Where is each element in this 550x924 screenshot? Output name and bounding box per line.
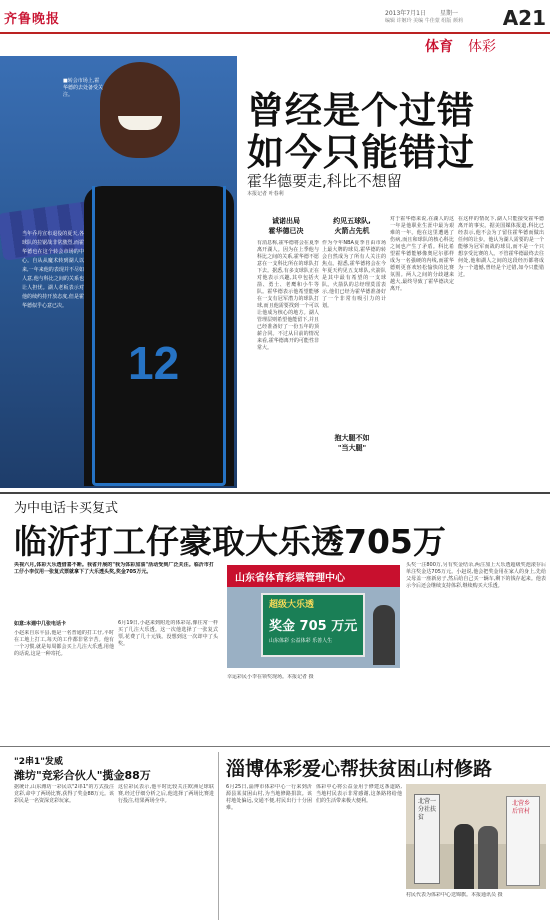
zibo-photo-caption: 村民代表为体彩中心送锦旗。本报通讯员 摄: [406, 892, 503, 898]
weifang-kicker: "2串1"发威: [14, 757, 63, 767]
section-heading: 抱大腿不如: [334, 434, 370, 442]
feature-intro: 当年乔丹宣布退役的夏天,各球队的拉锯战非常激烈,而霍华德也在这个转会市场的中心。自从从魔术转到湖人以来,一年来他的表现并不尽如人意,他与科比之间的关系也让人担忧。湖人老板表示对他的续约持开放态度,但是霍华德似乎心意已决。: [22, 231, 84, 309]
zibo-headline: 淄博体彩爱心帮扶贫困山村修路: [226, 758, 493, 780]
section-heading: 诚诺出局: [272, 217, 300, 225]
column-divider: [218, 752, 219, 920]
section-heading: 霍华德已决: [268, 227, 304, 235]
lottery-lead: 央视六月,体彩大乐透借喜不断。我省开展的"我为体彩加油"活动受到广泛关注。临沂市打工仔小李仅用一张复式票就拿下了大乐透头奖,奖金705万元。: [14, 562, 214, 575]
village-sign-text: 北营乡后官村: [512, 800, 531, 815]
weifang-headline: 潍坊"竞彩合伙人"揽金88万: [14, 769, 151, 782]
section-label: 体育: [425, 39, 453, 55]
person-figure: [478, 826, 498, 889]
article-column: 作为今年NBA夏季自由市场上最大牌的球员,霍华德的转会自然成为了所有人关注的焦点。据悉,霍华德将会在今年夏天约见五支球队,火箭队是其中最有希望的一支球队。火箭队的总经理莫雷表示,他们已经为霍华德准备好了一个非常有吸引力的计划。: [322, 240, 386, 309]
article-column: 对于霍华德来说,在湖人的这一年是他职业生涯中最为艰难的一年。他在这里遭遇了伤病,而且和球队的核心科比之间也产生了矛盾。科比希望霍华德能够像奥尼尔那样成为一名强硬的内线,而霍华德则更喜欢轻松愉快的比赛氛围。两人之间的分歧越来越大,最终导致了霍华德决定离开。: [390, 216, 454, 292]
person-figure: [454, 824, 474, 889]
lottery-subheading: 如意:本週中几张电话卡: [14, 621, 67, 627]
lottery-kicker: 为中电话卡买复式: [14, 501, 119, 516]
feature-headline-line1: 曾经是个过错: [247, 89, 475, 132]
article-column: 体彩中心将公益金用于修建这条道路,当地村民表示非常感谢,这条路将给他们的生活带来极大便利。: [316, 784, 402, 804]
article-column: 6月25日,淄博市体彩中心一行来到沂源县某贫困山村,为当地修路捐款。该村地处偏远,交通不便,村民出行十分困难。: [226, 784, 312, 811]
section-heading: 火箭占先机: [334, 227, 370, 235]
newspaper-logo: 齐鲁晚报: [4, 12, 61, 27]
feature-headline-line2: 如今只能错过: [247, 131, 475, 174]
photo-banner-text: 山东省体育彩票管理中心: [235, 573, 345, 584]
zibo-photo: [406, 784, 546, 889]
jersey-number: 12: [128, 337, 180, 389]
prize-board-amount: 奖金 705 万元: [269, 619, 358, 634]
article-column: 在这样的情况下,湖人只能接受霍华德离开的事实。据美国媒体报道,科比已经表示,他不会为了留住霍华德而做出任何的让步。他认为湖人需要的是一个能够为冠军而战的球员,而不是一个只想享受比赛的人。不管霍华德最终去往何处,他和湖人之间的这段经历都将成为一个遗憾,曾经是个过错,如今只能错过。: [458, 216, 544, 278]
person-figure: [373, 605, 395, 665]
lottery-photo: [227, 565, 400, 668]
subsection-label: 体彩: [468, 39, 496, 55]
section-divider: [0, 492, 550, 494]
article-column: 据统计,山东潍坊一彩民以"2串1"的方式投注竞彩,命中了两场比赛,获得了奖金88万元。该彩民是一名资深竞彩玩家。: [14, 784, 114, 804]
feature-subheadline: 霍华德要走,科比不想留: [247, 172, 402, 190]
issue-weekday: 星期一: [440, 10, 459, 17]
prize-board-footer: 山东体彩 公益体彩 乐善人生: [269, 638, 333, 644]
section-heading: "当大腿": [337, 444, 367, 452]
prize-board-title: 超级大乐透: [269, 600, 315, 610]
player-head: [100, 62, 180, 158]
editor-credits: 编辑 许姬玲 美编 牛佳蒙 组版 颜莉: [385, 18, 463, 24]
article-column: 这位彩民表示,他平时比较关注欧洲足球联赛,经过仔细分析之后,他选择了两场比赛进行投注,结果两场全中。: [118, 784, 214, 804]
feature-byline: 本报记者 叶春利: [247, 191, 284, 197]
lottery-photo-caption: 幸运彩民小李在领奖现场。本报记者 摄: [227, 674, 314, 680]
section-divider: [0, 746, 550, 747]
article-column: 头奖一注800万,另有奖金结余,两注加上大乐透超级奖池滚存后单注奖金达705万元。小赵说,他会把奖金用在家人的身上,先给父母盖一座新房子,然后给自己买一辆车,剩下的钱存起来。他表示今后还会继续支持体彩,继续购买大乐透。: [406, 562, 546, 589]
section-heading: 约见五球队,: [333, 217, 371, 225]
village-sign-text: 北营一分社扶贫: [418, 798, 437, 821]
article-column: 6月19日,小赵来到附近的体彩站,像往常一样买了几注大乐透。这一次他选择了一张复式票,花费了几十元钱。没想到这一次却中了头奖。: [118, 620, 218, 647]
lottery-headline: 临沂打工仔豪取大乐透705万: [14, 522, 446, 561]
issue-date: 2013年7月1日: [385, 10, 426, 17]
photo-caption: ■转会市场上,霍华德的去处备受关注。: [63, 78, 104, 98]
article-column: 有消息称,霍华德将会在夏季离开湖人。因为在上季他与科比之间的关系,霍华德不愿意在一支科比所在的球队打下去。据悉,有多支球队正在对他表示兴趣,其中包括火箭、勇士、老鹰和小牛等队。霍华德表示他希望能够在一支有冠军潜力的球队打球,而且他需要找到一个可以让他成为核心的地方。湖人管理层则希望他能留下,并且已经准备好了一份五年的顶薪合同。不过从目前的情况来看,霍华德离开的可能性非常大。: [257, 240, 319, 351]
page-number: A21: [502, 6, 546, 30]
article-column: 小赵来自东平县,他是一名普通的打工仔,平时在工地上打工,每天的工作都非常辛苦。他有一个习惯,就是每周都会买上几注大乐透,用他的话说,这是一种寄托。: [14, 630, 114, 657]
page-header: [0, 0, 550, 34]
